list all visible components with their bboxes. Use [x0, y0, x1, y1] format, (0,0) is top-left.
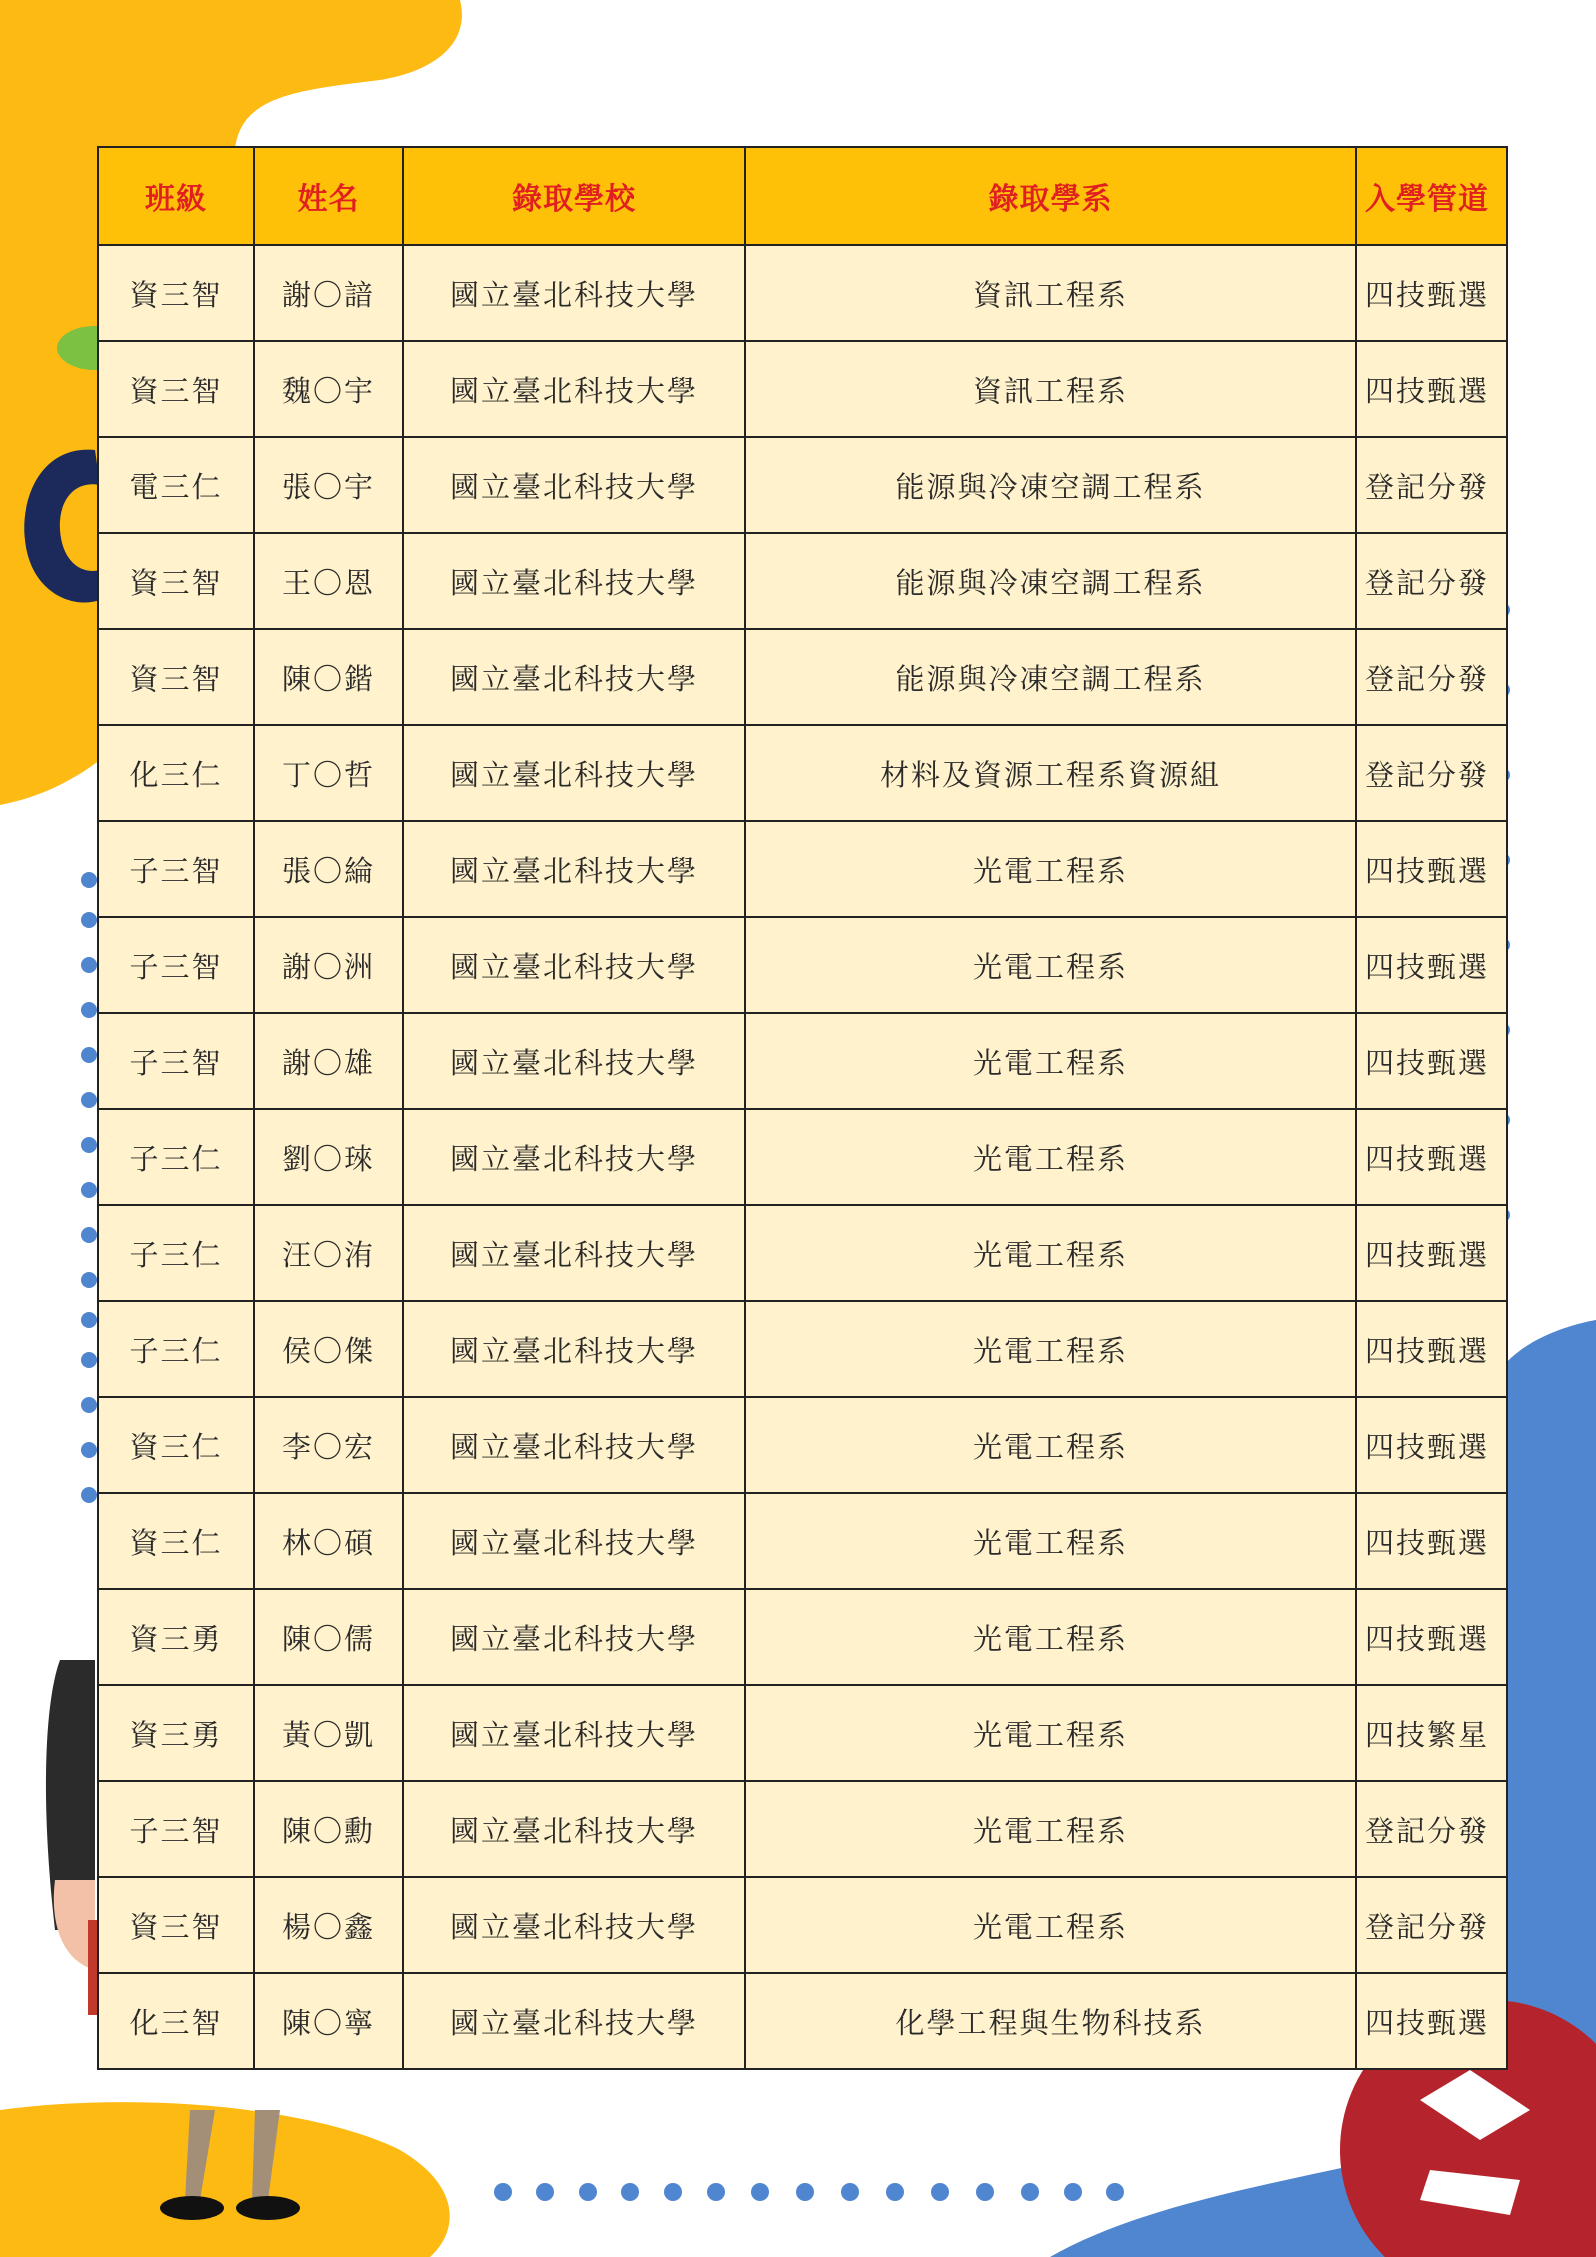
cell-admission-route: 四技甄選 [1356, 341, 1507, 437]
cell-school: 國立臺北科技大學 [403, 1589, 745, 1685]
yellow-blob-left [0, 0, 100, 805]
cell-student-name: 張〇綸 [254, 821, 403, 917]
table-row [98, 341, 1507, 437]
cell-admission-route: 四技甄選 [1356, 1397, 1507, 1493]
table-row [98, 1685, 1507, 1781]
cell-class: 子三仁 [98, 1301, 254, 1397]
cell-school: 國立臺北科技大學 [403, 1973, 745, 2069]
cell-class: 資三勇 [98, 1589, 254, 1685]
cell-school: 國立臺北科技大學 [403, 533, 745, 629]
table-row [98, 1589, 1507, 1685]
table-row [98, 1013, 1507, 1109]
cell-student-name: 汪〇洧 [254, 1205, 403, 1301]
cell-department: 光電工程系 [745, 821, 1356, 917]
cell-admission-route: 四技甄選 [1356, 245, 1507, 341]
cell-admission-route: 登記分發 [1356, 725, 1507, 821]
header-admission-route: 入學管道 [1356, 147, 1507, 245]
table-row [98, 245, 1507, 341]
cell-student-name: 陳〇勳 [254, 1781, 403, 1877]
cell-school: 國立臺北科技大學 [403, 1781, 745, 1877]
cell-school: 國立臺北科技大學 [403, 1109, 745, 1205]
cell-admission-route: 四技甄選 [1356, 1013, 1507, 1109]
cell-department: 光電工程系 [745, 917, 1356, 1013]
cell-class: 子三智 [98, 1013, 254, 1109]
header-department: 錄取學系 [745, 147, 1356, 245]
cell-student-name: 謝〇雄 [254, 1013, 403, 1109]
cell-admission-route: 四技甄選 [1356, 821, 1507, 917]
cell-department: 材料及資源工程系資源組 [745, 725, 1356, 821]
table-row [98, 1205, 1507, 1301]
cell-school: 國立臺北科技大學 [403, 1205, 745, 1301]
table-row [98, 1397, 1507, 1493]
cell-class: 化三智 [98, 1973, 254, 2069]
cell-school: 國立臺北科技大學 [403, 629, 745, 725]
cell-admission-route: 四技繁星 [1356, 1685, 1507, 1781]
bottom-dot-row [494, 2183, 1124, 2201]
table-row [98, 725, 1507, 821]
cell-school: 國立臺北科技大學 [403, 341, 745, 437]
cell-admission-route: 四技甄選 [1356, 1301, 1507, 1397]
cell-department: 能源與冷凍空調工程系 [745, 437, 1356, 533]
cell-class: 電三仁 [98, 437, 254, 533]
cell-school: 國立臺北科技大學 [403, 1493, 745, 1589]
cell-student-name: 陳〇寧 [254, 1973, 403, 2069]
cell-school: 國立臺北科技大學 [403, 1013, 745, 1109]
cell-admission-route: 四技甄選 [1356, 1205, 1507, 1301]
table-row [98, 437, 1507, 533]
cell-class: 資三仁 [98, 1493, 254, 1589]
cell-class: 資三智 [98, 629, 254, 725]
cell-department: 光電工程系 [745, 1877, 1356, 1973]
cell-class: 子三智 [98, 821, 254, 917]
cell-student-name: 張〇宇 [254, 437, 403, 533]
cell-school: 國立臺北科技大學 [403, 245, 745, 341]
cell-admission-route: 四技甄選 [1356, 1493, 1507, 1589]
admission-results-table [97, 146, 1508, 2070]
cell-student-name: 楊〇鑫 [254, 1877, 403, 1973]
cell-school: 國立臺北科技大學 [403, 1397, 745, 1493]
table-row [98, 533, 1507, 629]
header-class: 班級 [98, 147, 254, 245]
header-name: 姓名 [254, 147, 403, 245]
cell-department: 光電工程系 [745, 1205, 1356, 1301]
cell-department: 光電工程系 [745, 1013, 1356, 1109]
table-row [98, 1493, 1507, 1589]
cell-student-name: 侯〇傑 [254, 1301, 403, 1397]
cell-class: 子三仁 [98, 1109, 254, 1205]
admission-results-table-wrapper [97, 146, 1506, 2070]
cell-admission-route: 登記分發 [1356, 1781, 1507, 1877]
cell-class: 子三智 [98, 1781, 254, 1877]
cell-department: 能源與冷凍空調工程系 [745, 533, 1356, 629]
cell-department: 光電工程系 [745, 1301, 1356, 1397]
table-row [98, 1781, 1507, 1877]
cell-school: 國立臺北科技大學 [403, 917, 745, 1013]
cell-department: 光電工程系 [745, 1493, 1356, 1589]
cell-student-name: 黃〇凱 [254, 1685, 403, 1781]
header-school: 錄取學校 [403, 147, 745, 245]
cell-department: 光電工程系 [745, 1685, 1356, 1781]
cell-admission-route: 登記分發 [1356, 533, 1507, 629]
cell-student-name: 謝〇諳 [254, 245, 403, 341]
cell-admission-route: 登記分發 [1356, 437, 1507, 533]
cell-department: 化學工程與生物科技系 [745, 1973, 1356, 2069]
cell-department: 能源與冷凍空調工程系 [745, 629, 1356, 725]
table-row [98, 1973, 1507, 2069]
left-dot-column [81, 872, 97, 1503]
cell-class: 資三智 [98, 341, 254, 437]
cell-class: 資三智 [98, 245, 254, 341]
cell-admission-route: 登記分發 [1356, 1877, 1507, 1973]
cell-school: 國立臺北科技大學 [403, 1877, 745, 1973]
cell-admission-route: 登記分發 [1356, 629, 1507, 725]
cell-student-name: 陳〇儒 [254, 1589, 403, 1685]
cell-student-name: 劉〇琜 [254, 1109, 403, 1205]
cell-student-name: 王〇恩 [254, 533, 403, 629]
cell-department: 光電工程系 [745, 1589, 1356, 1685]
cell-admission-route: 四技甄選 [1356, 1973, 1507, 2069]
cell-school: 國立臺北科技大學 [403, 437, 745, 533]
cell-class: 資三智 [98, 533, 254, 629]
cell-school: 國立臺北科技大學 [403, 821, 745, 917]
cell-student-name: 陳〇鍇 [254, 629, 403, 725]
cell-class: 子三智 [98, 917, 254, 1013]
cell-school: 國立臺北科技大學 [403, 1301, 745, 1397]
cell-class: 資三仁 [98, 1397, 254, 1493]
cell-department: 光電工程系 [745, 1109, 1356, 1205]
yellow-blob-bottom [0, 2102, 450, 2257]
cell-school: 國立臺北科技大學 [403, 725, 745, 821]
cell-admission-route: 四技甄選 [1356, 1109, 1507, 1205]
table-row [98, 821, 1507, 917]
cell-class: 化三仁 [98, 725, 254, 821]
table-header-row [98, 147, 1507, 245]
cell-class: 子三仁 [98, 1205, 254, 1301]
table-body [98, 245, 1507, 2069]
cell-student-name: 李〇宏 [254, 1397, 403, 1493]
cell-department: 資訊工程系 [745, 341, 1356, 437]
table-row [98, 1877, 1507, 1973]
cell-student-name: 林〇碩 [254, 1493, 403, 1589]
table-row [98, 1109, 1507, 1205]
cell-student-name: 謝〇洲 [254, 917, 403, 1013]
cell-class: 資三智 [98, 1877, 254, 1973]
cell-department: 資訊工程系 [745, 245, 1356, 341]
cell-class: 資三勇 [98, 1685, 254, 1781]
cell-school: 國立臺北科技大學 [403, 1685, 745, 1781]
cell-student-name: 魏〇宇 [254, 341, 403, 437]
table-row [98, 629, 1507, 725]
cell-admission-route: 四技甄選 [1356, 917, 1507, 1013]
cell-department: 光電工程系 [745, 1397, 1356, 1493]
table-row [98, 1301, 1507, 1397]
cell-student-name: 丁〇哲 [254, 725, 403, 821]
cell-department: 光電工程系 [745, 1781, 1356, 1877]
table-row [98, 917, 1507, 1013]
cell-admission-route: 四技甄選 [1356, 1589, 1507, 1685]
